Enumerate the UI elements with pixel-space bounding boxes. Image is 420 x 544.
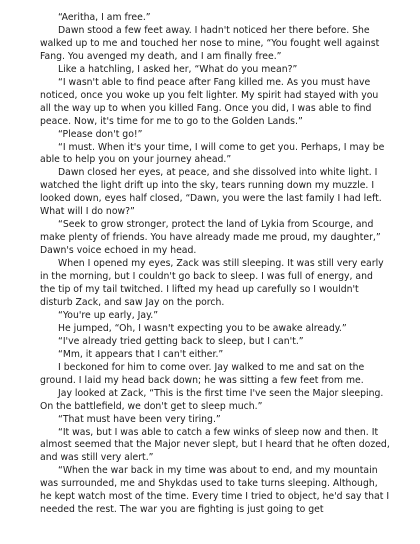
paragraph: “It was, but I was able to catch a few winks of sleep now and then. It almost seemed that the Major never slept, but I heard that he often dozed, and was still very alert.” — [40, 426, 390, 464]
document-body — [40, 12, 390, 517]
paragraph: I beckoned for him to come over. Jay walked to me and sat on the ground. I laid my head back down; he was sitting a few feet from me. — [40, 361, 365, 386]
paragraph: “I've already tried getting back to sleep, but I can't.” — [58, 335, 304, 347]
paragraph: “When the war back in my time was about to end, and my mountain was surrounded, me and Shykdas used to take turns sleeping. Although, he kept watch most of the time. Every time I tried to object, he'd say that I needed the rest. The war you are fighting is just going to get — [40, 465, 390, 516]
paragraph: Like a hatchling, I asked her, “What do you mean?” — [58, 63, 298, 75]
paragraph: “I must. When it's your time, I will come to get you. Perhaps, I may be able to help you on your journey ahead.” — [40, 141, 385, 166]
paragraph: Dawn stood a few feet away. I hadn't noticed her there before. She walked up to me and touched her nose to mine, “You fought well against Fang. You avenged my death, and I am finally free.” — [40, 24, 380, 62]
paragraph: Dawn closed her eyes, at peace, and she dissolved into white light. I watched the light drift up into the sky, tears running down my muzzle. I looked down, eyes half closed, “Dawn, you were the last family I had left. What will I do now?” — [40, 167, 382, 218]
paragraph: He jumped, “Oh, I wasn't expecting you to be awake already.” — [58, 322, 347, 334]
paragraph: Jay looked at Zack, “This is the first time I've seen the Major sleeping. On the battlefield, we don't get to sleep much.” — [40, 387, 384, 412]
paragraph: “You're up early, Jay.” — [58, 309, 159, 321]
paragraph: “Aeritha, I am free.” — [58, 12, 151, 23]
paragraph: “Mm, it appears that I can't either.” — [58, 348, 224, 360]
paragraph: When I opened my eyes, Zack was still sleeping. It was still very early in the morning, but I couldn't go back to sleep. I was full of energy, and the tip of my tail twitched. I lifted my head up carefully so I wouldn't disturb Zack, and saw Jay on the porch. — [40, 258, 384, 308]
paragraph: “Seek to grow stronger, protect the land of Lykia from Scourge, and make plenty of friends. You have already made me proud, my daughter,” Dawn's voice echoed in my head. — [40, 219, 381, 257]
paragraph: “I wasn't able to find peace after Fang killed me. As you must have noticed, once you woke up you felt lighter. My spirit had stayed with you all the way up to when you killed Fang. Once you did, I was able to find peace. Now, it's time for me to go to the Golden Lands.” — [40, 76, 379, 127]
paragraph: “That must have been very tiring.” — [58, 413, 221, 425]
paragraph: “Please don't go!” — [58, 128, 143, 140]
